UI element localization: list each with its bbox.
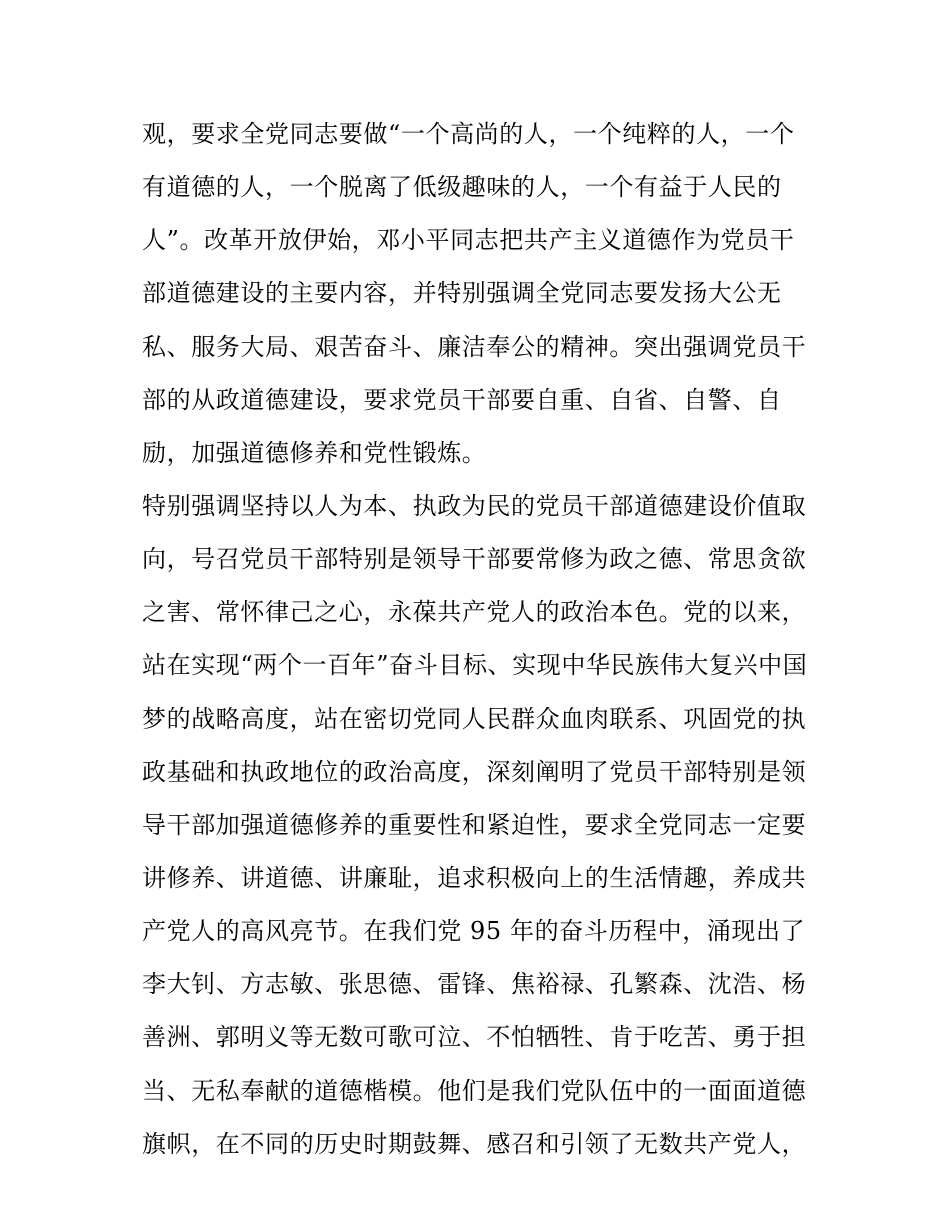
- text-line: 旗帜，在不同的历史时期鼓舞、感召和引领了无数共产党人，: [142, 1129, 807, 1158]
- text-line: 观，要求全党同志要做“一个高尚的人，一个纯粹的人，一个: [142, 120, 795, 148]
- text-line: 站在实现“两个一百年”奋斗目标、实现中华民族伟大复兴中国: [142, 651, 808, 680]
- text-line: 李大钊、方志敏、张思德、雷锋、焦裕禄、孔繁森、沈浩、杨: [142, 970, 807, 999]
- text-line: 有道德的人，一个脱离了低级趣味的人，一个有益于人民的: [142, 173, 782, 202]
- text-line: 当、无私奉献的道德楷模。他们是我们党队伍中的一面面道德: [142, 1076, 807, 1105]
- text-line: 向，号召党员干部特别是领导干部要常修为政之德、常思贪欲: [142, 545, 807, 574]
- text-line: 人”。改革开放伊始，邓小平同志把共产主义道德作为党员干: [142, 226, 795, 255]
- text-line: 部的从政道德建设，要求党员干部要自重、自省、自警、自: [142, 385, 782, 414]
- body-text: [142, 108, 822, 1171]
- text-line: 特别强调坚持以人为本、执政为民的党员干部道德建设价值取: [142, 491, 807, 520]
- text-line: 产党人的高风亮节。在我们党 95 年的奋斗历程中，涌现出了: [142, 917, 806, 946]
- text-line: 政基础和执政地位的政治高度，深刻阐明了党员干部特别是领: [142, 757, 807, 786]
- text-line: 励，加强道德修养和党性锻炼。: [142, 438, 487, 467]
- text-line: 私、服务大局、艰苦奋斗、廉洁奉公的精神。突出强调党员干: [142, 332, 807, 361]
- text-line: 之害、常怀律己之心，永葆共产党人的政治本色。党的以来，: [142, 598, 807, 627]
- text-line: 部道德建设的主要内容，并特别强调全党同志要发扬大公无: [142, 279, 782, 308]
- text-line: 梦的战略高度，站在密切党同人民群众血肉联系、巩固党的执: [142, 704, 807, 733]
- text-line: 导干部加强道德修养的重要性和紧迫性，要求全党同志一定要: [142, 810, 807, 839]
- text-line: 讲修养、讲道德、讲廉耻，追求积极向上的生活情趣，养成共: [142, 863, 807, 892]
- text-line: 善洲、郭明义等无数可歌可泣、不怕牺牲、肯于吃苦、勇于担: [142, 1023, 807, 1052]
